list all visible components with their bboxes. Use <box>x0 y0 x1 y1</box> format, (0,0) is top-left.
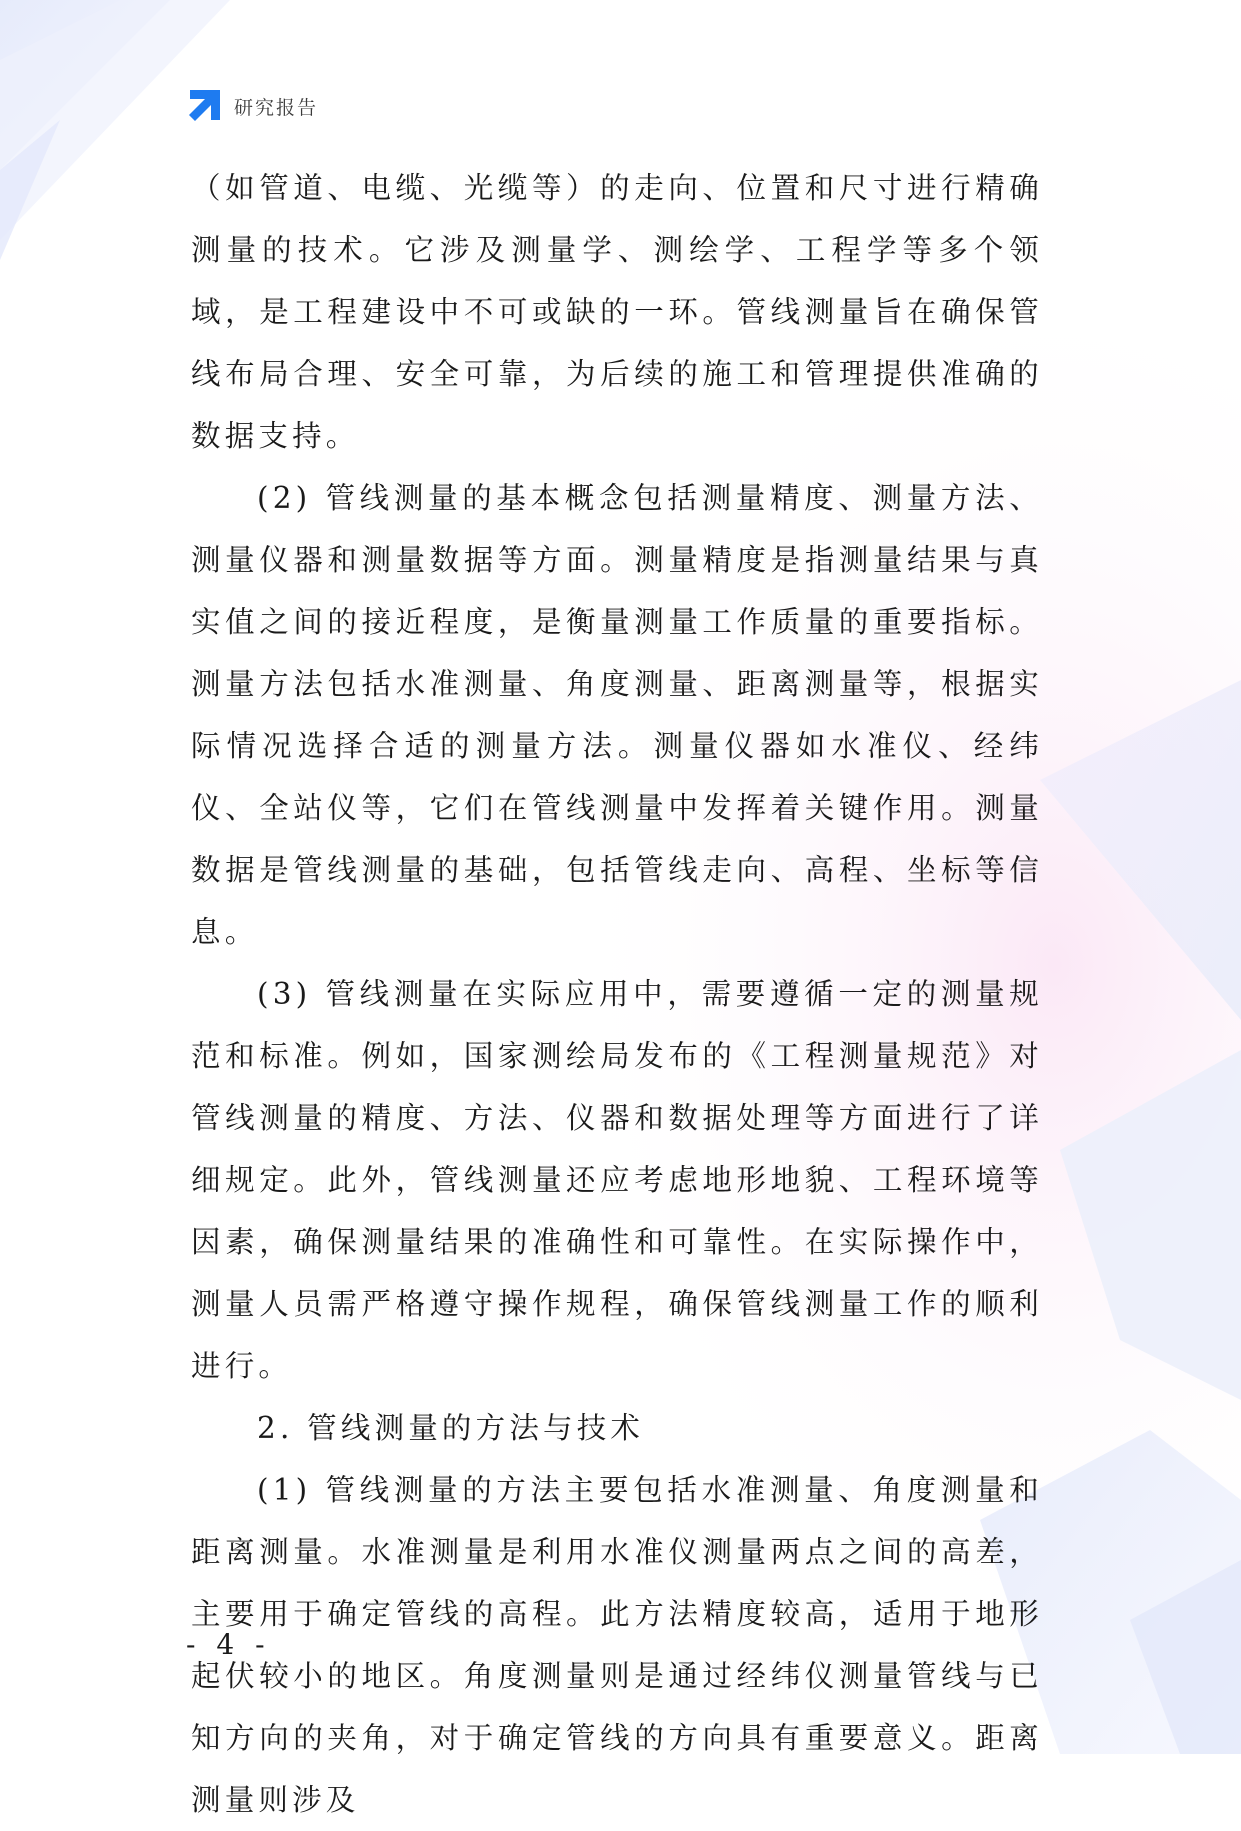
section-heading: 2. 管线测量的方法与技术 <box>257 1411 645 1445</box>
report-header <box>186 86 318 126</box>
header-title: 研究报告 <box>234 96 319 119</box>
paragraph-3: (3) 管线测量在实际应用中，需要遵循一定的测量规范和标准。例如，国家测绘局发布的《工程测量规范》对管线测量的精度、方法、仪器和数据处理等方面进行了详细规定。此外，管线测量还应考虑地形地貌、工程环境等因素，确保测量结果的准确性和可靠性。在实际操作中，测量人员需严格遵守操作规程，确保管线测量工作的顺利进行。 <box>191 977 1043 1383</box>
paragraph-continued: （如管道、电缆、光缆等）的走向、位置和尺寸进行精确测量的技术。它涉及测量学、测绘学、工程学等多个领域，是工程建设中不可或缺的一环。管线测量旨在确保管线布局合理、安全可靠，为后续的施工和管理提供准确的数据支持。 <box>191 171 1043 453</box>
page-number: - 4 - <box>186 1628 271 1661</box>
document-body <box>191 157 1043 1831</box>
paragraph-4: (1) 管线测量的方法主要包括水准测量、角度测量和距离测量。水准测量是利用水准仪测量两点之间的高差，主要用于确定管线的高程。此方法精度较高，适用于地形起伏较小的地区。角度测量则是通过经纬仪测量管线与已知方向的夹角，对于确定管线的方向具有重要意义。距离测量则涉及 <box>191 1473 1043 1817</box>
paragraph-2: (2) 管线测量的基本概念包括测量精度、测量方法、测量仪器和测量数据等方面。测量精度是指测量结果与真实值之间的接近程度，是衡量测量工作质量的重要指标。测量方法包括水准测量、角度测量、距离测量等，根据实际情况选择合适的测量方法。测量仪器如水准仪、经纬仪、全站仪等，它们在管线测量中发挥着关键作用。测量数据是管线测量的基础，包括管线走向、高程、坐标等信息。 <box>191 481 1043 949</box>
arrow-up-right-icon <box>186 88 222 124</box>
